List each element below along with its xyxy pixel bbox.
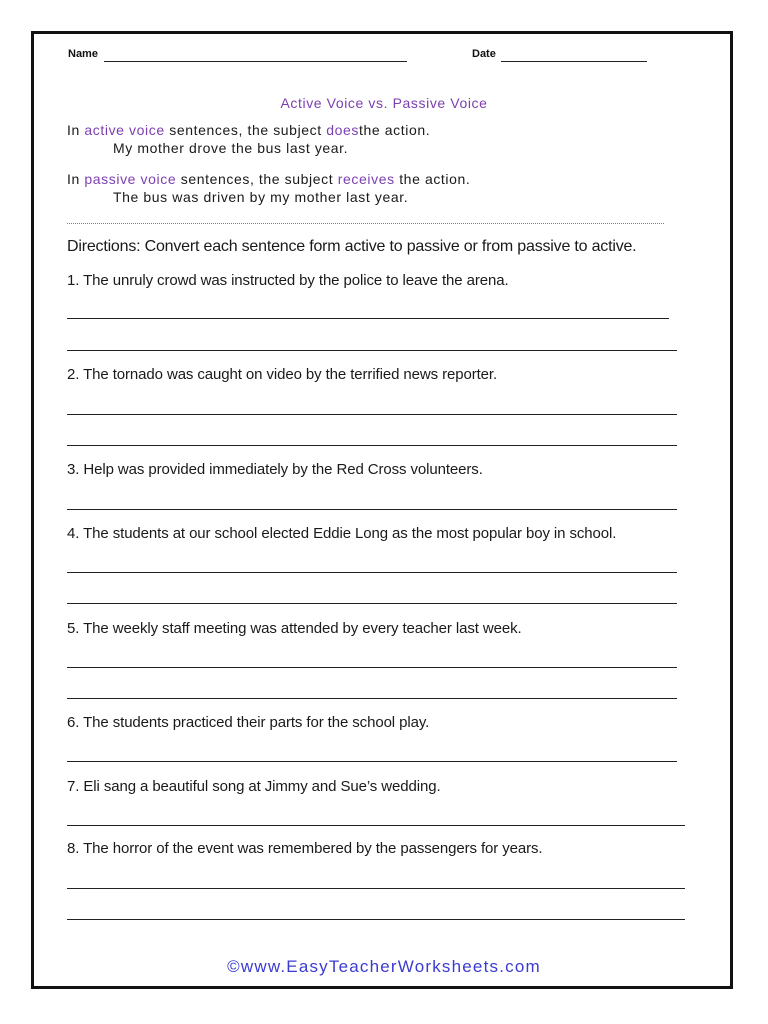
answer-line-6a[interactable] <box>67 761 677 762</box>
footer-website-link[interactable]: ©www.EasyTeacherWorksheets.com <box>227 957 541 976</box>
name-label: Name <box>68 48 98 60</box>
date-line[interactable] <box>501 61 647 62</box>
answer-line-4a[interactable] <box>67 572 677 573</box>
question-3: 3. Help was provided immediately by the Red Cross volunteers. <box>67 461 483 478</box>
question-7: 7. Eli sang a beautiful song at Jimmy and Sue’s wedding. <box>67 778 441 795</box>
question-6: 6. The students practiced their parts for the school play. <box>67 714 430 731</box>
answer-line-2a[interactable] <box>67 414 677 415</box>
answer-line-8a[interactable] <box>67 888 685 889</box>
passive-voice-definition: In passive voice sentences, the subject receives the action. <box>67 171 471 187</box>
name-line[interactable] <box>104 61 407 62</box>
answer-line-5b[interactable] <box>67 698 677 699</box>
question-8: 8. The horror of the event was remembered by the passengers for years. <box>67 840 543 857</box>
active-voice-example: My mother drove the bus last year. <box>113 140 349 156</box>
question-4: 4. The students at our school elected Eddie Long as the most popular boy in school. <box>67 525 617 542</box>
answer-line-1b[interactable] <box>67 350 677 351</box>
answer-line-2b[interactable] <box>67 445 677 446</box>
question-5: 5. The weekly staff meeting was attended by every teacher last week. <box>67 620 522 637</box>
date-label: Date <box>472 48 496 60</box>
section-divider <box>67 223 664 224</box>
answer-line-1a[interactable] <box>67 318 669 319</box>
answer-line-5a[interactable] <box>67 667 677 668</box>
answer-line-4b[interactable] <box>67 603 677 604</box>
question-1: 1. The unruly crowd was instructed by the police to leave the arena. <box>67 272 509 289</box>
passive-voice-example: The bus was driven by my mother last year. <box>113 189 409 205</box>
worksheet-title: Active Voice vs. Passive Voice <box>280 95 488 111</box>
question-2: 2. The tornado was caught on video by the terrified news reporter. <box>67 366 498 383</box>
answer-line-3a[interactable] <box>67 509 677 510</box>
directions-text: Directions: Convert each sentence form active to passive or from passive to active. <box>67 238 637 255</box>
answer-line-7a[interactable] <box>67 825 685 826</box>
answer-line-8b[interactable] <box>67 919 685 920</box>
active-voice-definition: In active voice sentences, the subject doesthe action. <box>67 122 431 138</box>
